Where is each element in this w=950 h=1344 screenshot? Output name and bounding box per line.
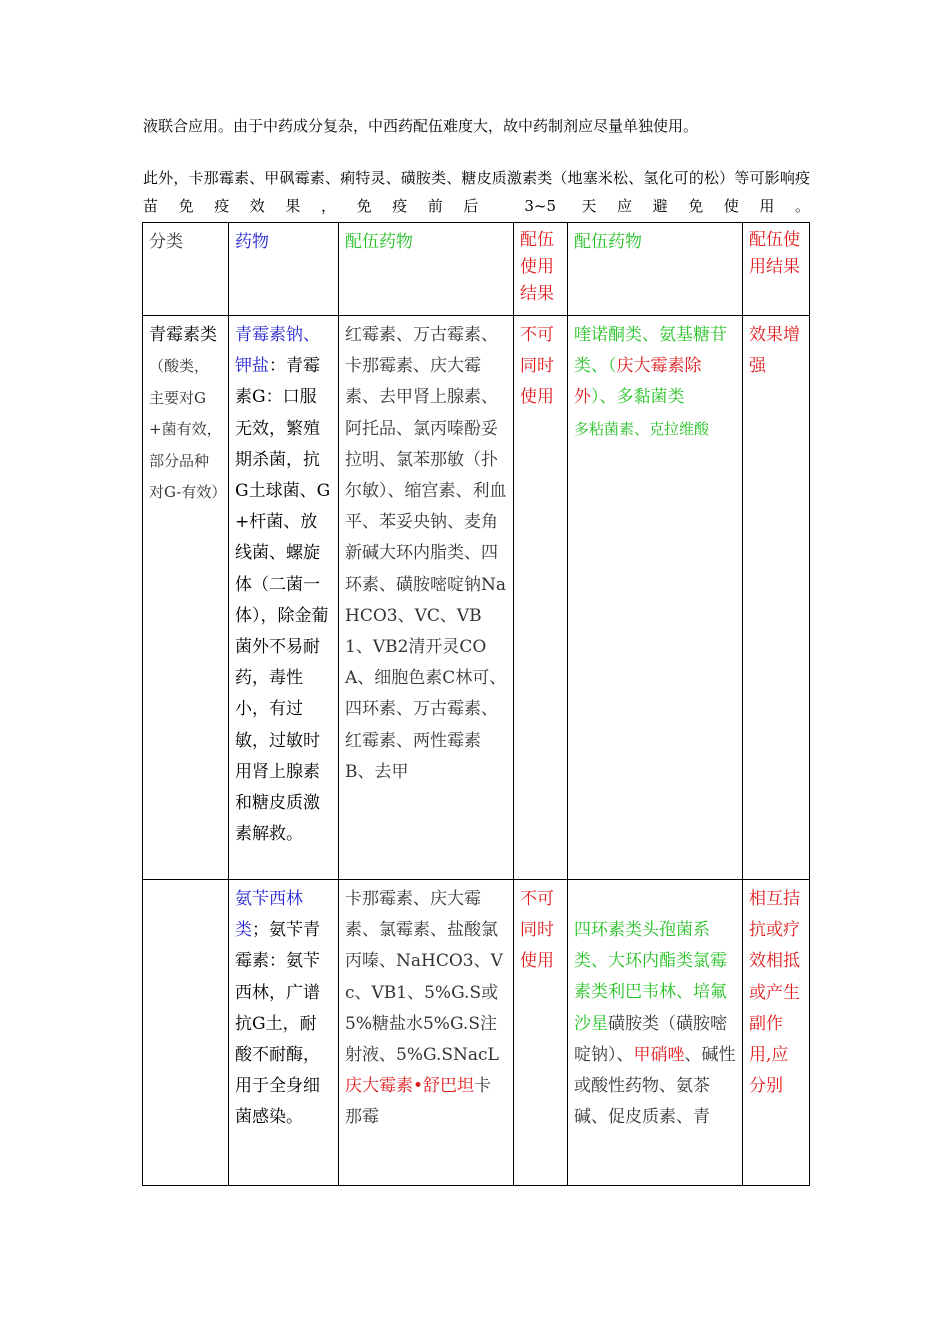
table-row: [143, 880, 810, 1186]
result-2-cell: 相互拮抗或疗效相抵或产生副作用,应分别: [743, 880, 810, 1186]
compat-2-d: 、碱性或酸性药物、氨茶碱、促皮质素、青: [574, 1044, 736, 1128]
drug-cell: [229, 880, 339, 1186]
table-row: [143, 316, 810, 880]
compat-1-b: 庆大霉素•舒巴坦: [345, 1076, 475, 1097]
drug-compatibility-table: [142, 222, 810, 1186]
compat-2-a: 四环素类头孢菌系类、大环内酯类氯霉素类利巴韦林、培氟沙星: [574, 920, 727, 1034]
compat-2-c: ）、多黏菌类: [591, 387, 685, 408]
table-header-row: [143, 223, 810, 316]
compat-2-cell: [568, 316, 743, 880]
header-compat-2: 配伍药物: [568, 223, 743, 316]
paragraph-2: 此外，卡那霉素、甲砜霉素、痢特灵、磺胺类、糖皮质激素类（地塞米松、氢化可的松）等可影响疫苗免疫效果，免疫前后 3~5 天应避免使用。: [143, 169, 810, 215]
category-note: （酸类，主要对G+菌有效，部分品种对G-有效）: [149, 357, 227, 502]
header-compat-1: 配伍药物: [339, 223, 514, 316]
compat-2-cell: [568, 880, 743, 1186]
compat-2-b: 磺胺类（磺胺嘧啶钠）、: [574, 1013, 727, 1065]
paragraph-1: 液联合应用。由于中药成分复杂，中西药配伍难度大，故中药制剂应尽量单独使用。: [143, 117, 699, 135]
compat-1-cell: [339, 880, 514, 1186]
header-category: 分类: [143, 223, 229, 316]
header-result-2: 配伍使用结果: [743, 223, 810, 316]
category-cell: [143, 316, 229, 880]
drug-name: 青霉素钠、钾盐: [235, 325, 320, 377]
header-drug: 药物: [229, 223, 339, 316]
result-1-cell: 不可同时使用: [514, 316, 568, 880]
compat-1-a: 卡那霉素、庆大霉素、氯霉素、盐酸氯丙嗪、NaHCO3、Vc、VB1、5%G.S或5%糖盐水5%G.S注射液、5%G.SNacL: [345, 889, 503, 1066]
compat-2-b: 庆大霉素除外: [574, 356, 702, 408]
drug-cell: [229, 316, 339, 880]
category-main: 青霉素类: [149, 325, 217, 345]
compat-1-cell: 红霉素、万古霉素、卡那霉素、庆大霉素、去甲肾上腺素、阿托品、氯丙嗪酚妥拉明、氯苯那敏（扑尔敏）、缩宫素、利血平、苯妥央钠、麦角新碱大环内脂类、四环素、磺胺嘧啶钠NaHCO3、VC、VB1、VB2清开灵COA、细胞色素C林可、四环素、万古霉素、红霉素、两性霉素B、去甲: [339, 316, 514, 880]
compat-1-c: 卡那霉: [345, 1076, 492, 1128]
drug-description: ：青霉素G：口服无效，繁殖期杀菌，抗G土球菌、G+杆菌、放线菌、螺旋体（二菌一体），除金葡菌外不易耐药，毒性小，有过敏，过敏时用肾上腺素和糖皮质激素解救。: [235, 356, 331, 845]
result-1-cell: 不可同时使用: [514, 880, 568, 1186]
header-result-1: 配伍使用结果: [514, 223, 568, 316]
result-2-cell: 效果增强: [743, 316, 810, 880]
drug-description: ；氨苄青霉素：氨苄西林，广谱抗G土，耐酸不耐酶，用于全身细菌感染。: [235, 920, 320, 1128]
compat-2-a: 喹诺酮类、氨基糖苷类、（: [574, 325, 727, 377]
compat-2-d: 多粘菌素、克拉维酸: [574, 419, 710, 438]
category-cell-empty: [143, 880, 229, 1186]
drug-name: 氨苄西林类: [235, 889, 303, 941]
compat-2-c: 甲硝唑: [633, 1044, 685, 1065]
